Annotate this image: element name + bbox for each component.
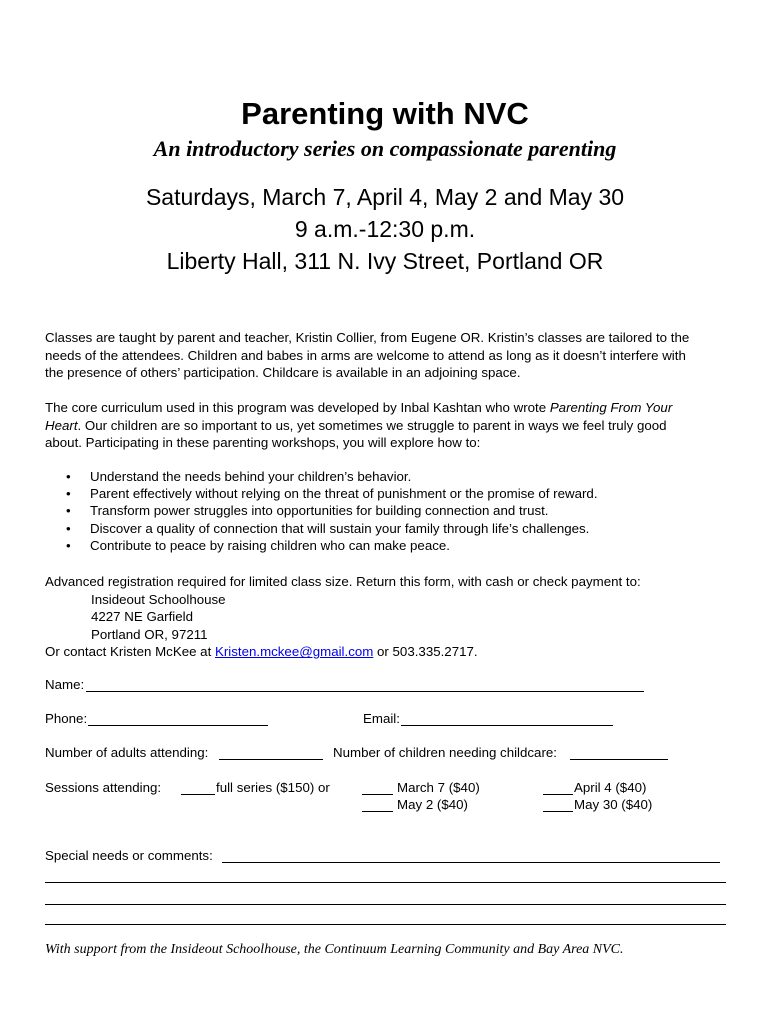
paragraph-line	[45, 417, 725, 435]
paragraph-line: about. Participating in these parenting workshops, you will explore how to:	[45, 435, 481, 451]
bullet-icon: •	[66, 469, 71, 484]
registration-intro: Advanced registration required for limited class size. Return this form, with cash or check payment to:	[45, 574, 641, 589]
list-item-text: Contribute to peace by raising children who can make peace.	[90, 537, 450, 553]
march-option: March 7 ($40)	[397, 780, 480, 795]
comment-line[interactable]	[45, 924, 726, 925]
book-title: Parenting From Your	[549, 400, 673, 415]
curriculum-paragraph	[45, 399, 725, 452]
list-item-text: Parent effectively without relying on the threat of punishment or the promise of reward.	[90, 486, 598, 502]
list-item	[45, 520, 725, 537]
full-series-blank[interactable]	[181, 780, 215, 800]
comment-line[interactable]	[45, 882, 726, 883]
book-title: Heart	[45, 417, 78, 433]
bullet-icon: •	[66, 503, 71, 519]
name-label: Name:	[45, 677, 85, 692]
address-line: Portland OR, 97211	[91, 626, 208, 642]
email-label: Email:	[363, 711, 400, 726]
may2-option: May 2 ($40)	[397, 797, 468, 812]
paragraph-line	[45, 399, 725, 417]
list-item	[45, 485, 725, 502]
address-line: Insideout Schoolhouse	[91, 591, 226, 607]
intro-paragraph	[45, 329, 725, 382]
phone-field[interactable]	[88, 711, 268, 731]
email-field[interactable]	[401, 711, 613, 731]
children-field[interactable]	[570, 745, 668, 765]
event-venue: Liberty Hall, 311 N. Ivy Street, Portland OR	[166, 248, 604, 274]
comment-line[interactable]	[45, 904, 726, 905]
list-item-text: Discover a quality of connection that will sustain your family through life’s challenges.	[90, 520, 590, 536]
list-item-text: Transform power struggles into opportunities for building connection and trust.	[90, 503, 549, 519]
list-item	[45, 468, 725, 485]
may30-option: May 30 ($40)	[574, 797, 653, 812]
phone-label: Phone:	[45, 711, 88, 726]
children-label: Number of children needing childcare:	[333, 745, 557, 760]
bullet-icon: •	[66, 486, 71, 502]
paragraph-line: Classes are taught by parent and teacher, Kristin Collier, from Eugene OR. Kristin’s classes are tailored to the	[45, 330, 690, 345]
april-option: April 4 ($40)	[574, 780, 647, 795]
list-item	[45, 537, 725, 554]
event-dates: Saturdays, March 7, April 4, May 2 and May 30	[145, 184, 625, 210]
contact-suffix: or 503.335.2717.	[373, 644, 478, 660]
event-time: 9 a.m.-12:30 p.m.	[294, 216, 476, 242]
paragraph-line: the presence of others’ participation. Childcare is available in an adjoining space.	[45, 365, 521, 381]
footer-credits: With support from the Insideout Schoolhouse, the Continuum Learning Community and Bay Area NVC.	[45, 942, 624, 957]
address-line: 4227 NE Garfield	[91, 609, 193, 625]
page-title: Parenting with NVC	[241, 96, 529, 131]
paragraph-text: . Our children are so important to us, yet sometimes we struggle to parent in ways we feel truly good	[77, 417, 667, 433]
email-link[interactable]: Kristen.mckee@gmail.com	[214, 644, 374, 660]
sessions-label: Sessions attending:	[45, 780, 162, 795]
special-needs-field[interactable]	[222, 848, 720, 868]
adults-field[interactable]	[219, 745, 323, 765]
bullet-icon: •	[66, 537, 71, 553]
may2-blank[interactable]	[362, 797, 393, 817]
contact-line	[45, 643, 725, 661]
full-series-option: full series ($150) or	[216, 780, 330, 795]
list-item-text: Understand the needs behind your children’s behavior.	[90, 469, 412, 484]
page-subtitle: An introductory series on compassionate parenting	[153, 136, 617, 161]
registration-section	[45, 573, 725, 661]
special-needs-label: Special needs or comments:	[45, 848, 213, 863]
paragraph-text: The core curriculum used in this program was developed by Inbal Kashtan who wrote	[45, 400, 550, 415]
may30-blank[interactable]	[543, 797, 573, 817]
bullet-icon: •	[66, 520, 71, 536]
paragraph-line: needs of the attendees. Children and babes in arms are welcome to attend as long as it doesn’t interfere with	[45, 347, 686, 363]
name-field[interactable]	[86, 677, 644, 697]
list-item	[45, 502, 725, 519]
goals-list	[45, 468, 725, 554]
adults-label: Number of adults attending:	[45, 745, 209, 760]
contact-prefix: Or contact Kristen McKee at	[45, 644, 215, 660]
